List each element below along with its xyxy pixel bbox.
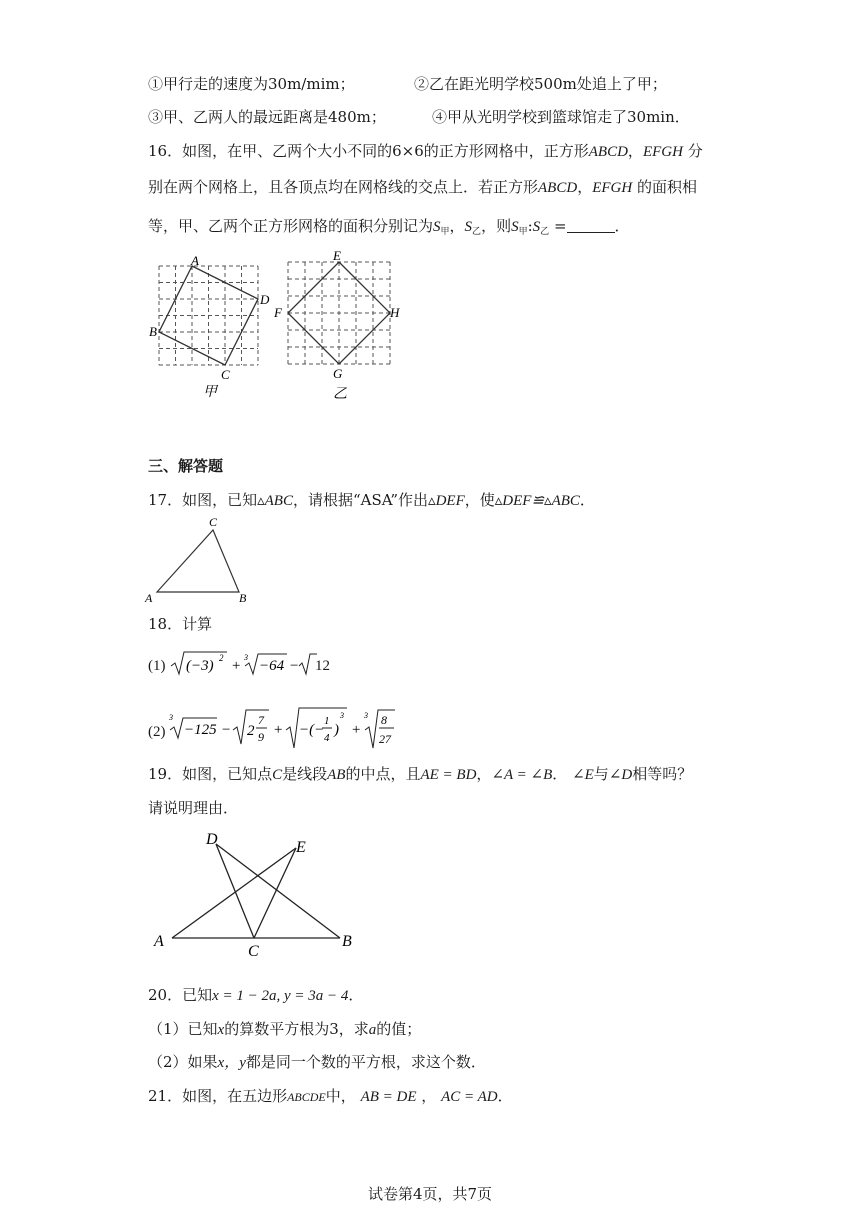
svg-text:−125: −125 — [184, 722, 217, 738]
label-B: B — [149, 324, 157, 339]
q15-option-2: ②乙在距光明学校500m处追上了甲； — [414, 75, 667, 93]
label-H: H — [390, 305, 400, 320]
q19-line-1: 19．如图，已知点C是线段AB的中点，且AE = BD，∠A = ∠B． ∠E与∠D相等吗？ — [148, 765, 693, 783]
svg-text:3: 3 — [340, 711, 345, 720]
svg-text:−: − — [221, 722, 232, 738]
q17-triangle-figure — [143, 514, 263, 606]
q18-part-1: (1) (−3) 2 + 3 −64 − 12 — [148, 650, 330, 678]
svg-text:−64: −64 — [259, 658, 285, 674]
svg-text:−: − — [289, 658, 300, 674]
q21-line: 21．如图，在五边形ABCDE中， AB = DE ， AC = AD． — [148, 1087, 513, 1105]
svg-text:C: C — [248, 943, 259, 958]
svg-text:A: A — [145, 591, 153, 605]
label-A: A — [191, 253, 199, 268]
grid-yi — [288, 262, 390, 364]
svg-text:A: A — [154, 933, 164, 950]
q16-line-2: 别在两个网格上，且各顶点均在网格线的交点上．若正方形ABCD，EFGH 的面积相 — [148, 178, 697, 196]
page-footer: 试卷第4页，共7页 — [367, 1185, 493, 1203]
label-D: D — [260, 292, 270, 307]
svg-text:4: 4 — [324, 732, 330, 744]
q19-line-2: 请说明理由． — [148, 799, 239, 817]
svg-text:+: + — [273, 722, 284, 738]
svg-text:B: B — [239, 591, 247, 605]
svg-text:3: 3 — [364, 711, 369, 720]
svg-text:D: D — [206, 831, 218, 848]
svg-text:+: + — [231, 658, 242, 674]
svg-text:−(−: −(− — [299, 722, 325, 738]
svg-text:(−3): (−3) — [186, 658, 214, 674]
q18-expression-2 — [169, 706, 399, 750]
svg-text:8: 8 — [381, 713, 388, 727]
q17-line: 17．如图，已知▵ABC，请根据“ASA”作出▵DEF，使▵DEF≌▵ABC． — [148, 491, 595, 509]
q19-figure — [148, 826, 368, 958]
svg-text:C: C — [209, 515, 218, 529]
svg-text:9: 9 — [258, 730, 265, 744]
caption-jia: 甲 — [203, 385, 217, 400]
svg-text:27: 27 — [379, 732, 392, 746]
q16-figure — [145, 248, 415, 403]
answer-blank[interactable] — [567, 218, 615, 233]
svg-text:): ) — [334, 722, 340, 738]
q18-title: 18．计算 — [148, 615, 213, 633]
label-G: G — [333, 366, 343, 381]
svg-text:3: 3 — [244, 653, 249, 662]
section-title: 三、解答题 — [148, 457, 224, 475]
label-F: F — [274, 305, 282, 320]
svg-text:B: B — [342, 933, 352, 950]
caption-yi: 乙 — [333, 387, 347, 402]
svg-text:7: 7 — [258, 713, 265, 727]
q16-line-1: 16．如图，在甲、乙两个大小不同的6×6的正方形网格中，正方形ABCD，EFGH 分 — [148, 142, 703, 160]
q20-line: 20．已知x = 1 − 2a, y = 3a − 4． — [148, 986, 364, 1004]
svg-text:+: + — [351, 722, 362, 738]
svg-text:3: 3 — [169, 713, 174, 722]
q20-sub-2: （2）如果x，y都是同一个数的平方根，求这个数． — [148, 1053, 486, 1071]
svg-text:E: E — [296, 839, 306, 856]
q18-expression-1 — [169, 650, 319, 678]
svg-text:1: 1 — [324, 715, 330, 727]
svg-text:2: 2 — [247, 723, 255, 739]
grid-jia — [159, 266, 258, 365]
q18-part-2: (2) 3 −125 − 2 7 9 + −(− 1 4 ) 3 + 3 8 27 — [148, 706, 399, 750]
q16-line-3: 等，甲、乙两个正方形网格的面积分别记为$S_甲$，$S_乙$，则$S_甲:S_乙$ = ． — [148, 217, 630, 237]
q15-option-3: ③甲、乙两人的最远距离是480m； — [148, 108, 386, 126]
label-E: E — [333, 248, 341, 263]
label-C: C — [221, 367, 230, 382]
q20-sub-1: （1）已知x的算数平方根为3，求a的值； — [148, 1020, 422, 1038]
q15-option-4: ④甲从光明学校到篮球馆走了30min． — [432, 108, 690, 126]
q15-option-1: ①甲行走的速度为30m/mim； — [148, 75, 355, 93]
svg-text:2: 2 — [219, 653, 224, 663]
